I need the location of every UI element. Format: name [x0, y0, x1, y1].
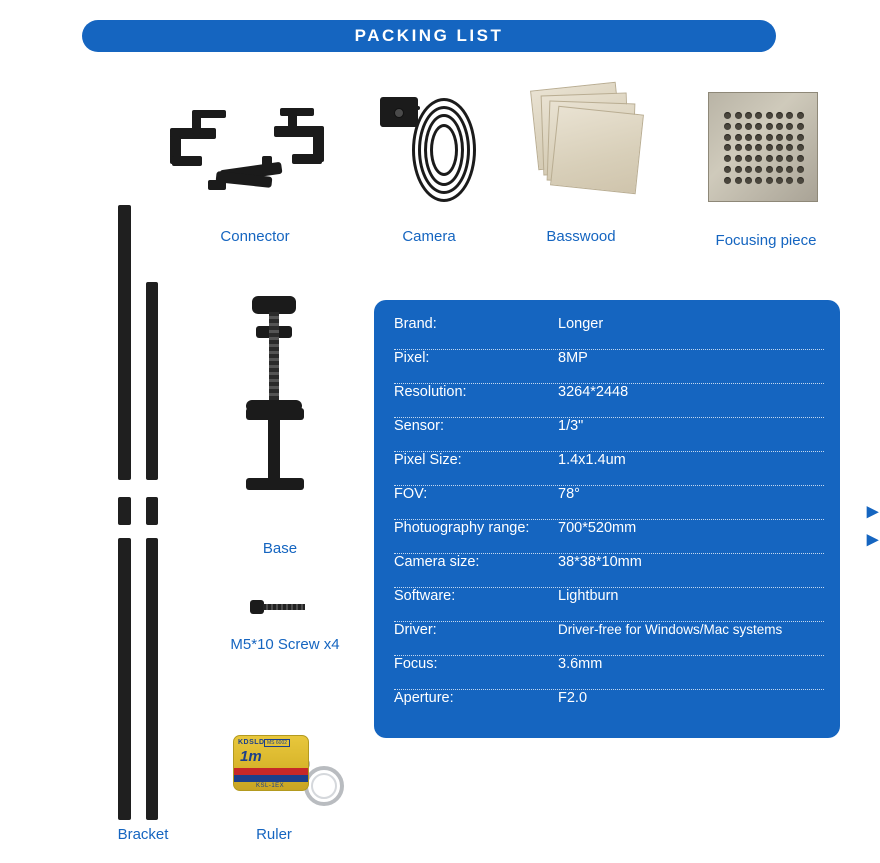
packing-list-banner: [82, 20, 776, 52]
spec-value: 700*520mm: [558, 520, 637, 536]
connector-part: [280, 108, 314, 116]
spec-value: 3264*2448: [558, 384, 629, 400]
camera-lens: [394, 108, 404, 118]
spec-key: Brand:: [394, 316, 437, 332]
spec-key: Photuography range:: [394, 520, 530, 536]
bracket-foot: [118, 497, 131, 525]
base-vertical-arm: [268, 410, 280, 486]
connector-part: [292, 154, 322, 164]
basswood-image: [534, 86, 644, 196]
spec-key: Driver:: [394, 622, 437, 638]
screw-shaft: [263, 604, 305, 610]
caption-bracket: Bracket: [117, 826, 169, 843]
page-title: PACKING LIST: [354, 26, 504, 45]
base-lower-arm: [246, 478, 304, 490]
bracket-rail: [146, 538, 158, 820]
focusing-piece-holes: [723, 111, 805, 185]
spec-row: [394, 656, 824, 690]
basswood-sheet: [550, 106, 644, 195]
caption-basswood: Basswood: [546, 228, 616, 245]
bracket-rail: [118, 205, 131, 480]
spec-row: [394, 418, 824, 452]
spec-row: [394, 622, 824, 656]
spec-key: Focus:: [394, 656, 438, 672]
connector-part: [208, 180, 226, 190]
caption-focusing-piece: Focusing piece: [715, 232, 817, 249]
caption-base: Base: [262, 540, 298, 557]
spec-value: 1.4x1.4um: [558, 452, 626, 468]
camera-cable-end: [412, 106, 420, 110]
spec-key: Sensor:: [394, 418, 444, 434]
spec-key: FOV:: [394, 486, 428, 502]
spec-key: Pixel Size:: [394, 452, 462, 468]
spec-row: [394, 554, 824, 588]
spec-row: [394, 316, 824, 350]
edge-mark-bottom: ▸: [866, 526, 878, 551]
ruler-body: [233, 735, 309, 791]
base-screw-rod: [269, 312, 279, 404]
spec-value: 3.6mm: [558, 656, 603, 672]
camera-cable: [430, 124, 458, 176]
ruler-keyring-inner: [311, 773, 337, 799]
spec-value: Driver-free for Windows/Mac systems: [558, 622, 783, 637]
ruler-image: [228, 730, 358, 818]
spec-key: Resolution:: [394, 384, 467, 400]
spec-key: Pixel:: [394, 350, 430, 366]
ruler-blue-stripe: [234, 775, 308, 782]
spec-value: Longer: [558, 316, 604, 332]
bracket-rail: [118, 538, 131, 820]
spec-value: 38*38*10mm: [558, 554, 642, 570]
edge-mark-top: ▸: [866, 498, 878, 523]
camera-image: [372, 92, 502, 217]
connector-part: [262, 156, 272, 174]
screw-head: [250, 600, 264, 614]
caption-screw: M5*10 Screw x4: [230, 636, 340, 653]
spec-row: [394, 384, 824, 418]
ruler-badge-label: MS 6002: [264, 739, 290, 747]
specifications-panel: [374, 300, 840, 738]
spec-row: [394, 520, 824, 554]
caption-camera: Camera: [402, 228, 456, 245]
spec-value: 78°: [558, 486, 580, 502]
bracket-rail: [146, 282, 158, 480]
screw-image: [250, 598, 320, 618]
connector-image: [170, 104, 340, 214]
spec-value: 1/3": [558, 418, 584, 434]
caption-ruler: Ruler: [256, 826, 292, 843]
ruler-model-label: KSL-1EX: [256, 783, 285, 789]
spec-key: Camera size:: [394, 554, 480, 570]
caption-connector: Connector: [220, 228, 290, 245]
ruler-brand-label: KDSLD: [238, 739, 265, 746]
focusing-piece-image: [708, 92, 818, 202]
ruler-red-stripe: [234, 768, 308, 775]
spec-row: [394, 350, 824, 384]
spec-row: [394, 588, 824, 622]
ruler-length-label: 1m: [240, 748, 262, 765]
base-image: [232, 296, 332, 536]
connector-part: [172, 156, 202, 166]
connector-part: [192, 110, 226, 118]
spec-row: [394, 690, 824, 724]
spec-value: 8MP: [558, 350, 588, 366]
bracket-foot: [146, 497, 158, 525]
spec-row: [394, 486, 824, 520]
spec-key: Software:: [394, 588, 456, 604]
spec-key: Aperture:: [394, 690, 454, 706]
spec-value: Lightburn: [558, 588, 619, 604]
spec-row: [394, 452, 824, 486]
spec-value: F2.0: [558, 690, 588, 706]
